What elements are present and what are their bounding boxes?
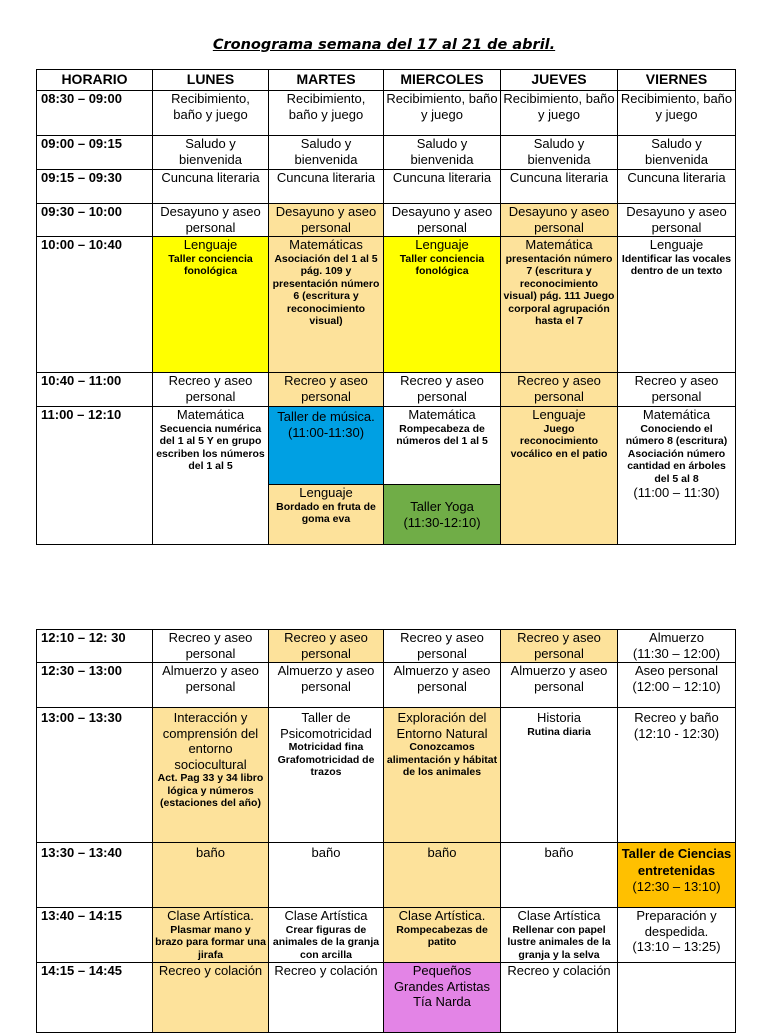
cell-recreo: Recreo y aseo personal bbox=[618, 373, 736, 407]
cell-cuncuna: Cuncuna literaria bbox=[384, 170, 501, 204]
table-row bbox=[37, 663, 736, 708]
cell-colacion: Recreo y colación bbox=[501, 963, 618, 1033]
cell-desayuno: Desayuno y aseo personal bbox=[501, 204, 618, 237]
time-cell: 14:15 – 14:45 bbox=[37, 963, 153, 1033]
cell-recreo: Recreo y aseo personal bbox=[153, 630, 269, 663]
activity-title: Taller Yoga bbox=[410, 499, 474, 514]
table-row bbox=[37, 963, 736, 1033]
activity-title: Matemática bbox=[408, 407, 476, 422]
activity-title: Lenguaje bbox=[183, 237, 238, 252]
cell-taller-ciencias bbox=[618, 843, 736, 908]
cell-recreo: Recreo y aseo personal bbox=[501, 630, 618, 663]
cell-miercoles-1340 bbox=[384, 908, 501, 963]
cell-recibimiento: Recibimiento, baño y juego bbox=[384, 91, 501, 136]
cell-lunes-1100 bbox=[153, 407, 269, 545]
table-row bbox=[37, 237, 736, 373]
cell-viernes-1340 bbox=[618, 908, 736, 963]
activity-detail: Asociación del 1 al 5 pág. 109 y presentación número 6 (escritura y reconocimiento visual) bbox=[272, 252, 380, 327]
header-miercoles: MIERCOLES bbox=[384, 70, 501, 91]
cell-desayuno: Desayuno y aseo personal bbox=[618, 204, 736, 237]
cell-cuncuna: Cuncuna literaria bbox=[269, 170, 384, 204]
activity-title: Historia bbox=[536, 710, 582, 725]
cell-miercoles-yoga bbox=[384, 485, 501, 545]
header-viernes: VIERNES bbox=[618, 70, 736, 91]
activity-title: Lenguaje bbox=[299, 485, 353, 500]
cell-bano: baño bbox=[269, 843, 384, 908]
cell-almuerzo: Almuerzo y aseo personal bbox=[384, 663, 501, 708]
page-title: Cronograma semana del 17 al 21 de abril. bbox=[212, 37, 556, 53]
cell-recreo: Recreo y aseo personal bbox=[384, 373, 501, 407]
cell-saludo: Saludo y bienvenida bbox=[618, 136, 736, 170]
cell-viernes-aseo bbox=[618, 663, 736, 708]
table-row bbox=[37, 170, 736, 204]
activity-detail: Rompecabeza de números del 1 al 5 bbox=[396, 422, 488, 447]
cell-martes-1000 bbox=[269, 237, 384, 373]
activity-title: Taller de música. bbox=[277, 409, 375, 424]
cell-bano: baño bbox=[384, 843, 501, 908]
cell-cuncuna: Cuncuna literaria bbox=[501, 170, 618, 204]
cell-desayuno: Desayuno y aseo personal bbox=[153, 204, 269, 237]
time-cell: 13:00 – 13:30 bbox=[37, 708, 153, 843]
activity-time: (12:00 – 12:10) bbox=[632, 678, 721, 694]
time-cell: 09:15 – 09:30 bbox=[37, 170, 153, 204]
activity-time: (11:00 – 11:30) bbox=[633, 485, 720, 500]
activity-title: Almuerzo bbox=[649, 630, 704, 645]
cell-lunes-1000 bbox=[153, 237, 269, 373]
table-row bbox=[37, 204, 736, 237]
cell-recreo: Recreo y aseo personal bbox=[153, 373, 269, 407]
cell-martes-musica bbox=[269, 407, 384, 485]
cell-bano: baño bbox=[501, 843, 618, 908]
cell-almuerzo: Almuerzo y aseo personal bbox=[269, 663, 384, 708]
activity-detail: Plasmar mano y brazo para formar una jirafa bbox=[155, 923, 266, 961]
table-row bbox=[37, 407, 736, 485]
cell-saludo: Saludo y bienvenida bbox=[269, 136, 384, 170]
activity-detail: Crear figuras de animales de la granja con arcilla bbox=[272, 923, 380, 961]
header-lunes: LUNES bbox=[153, 70, 269, 91]
activity-detail: Act. Pag 33 y 34 libro lógica y números (estaciones del año) bbox=[157, 772, 264, 809]
activity-title: Lenguaje bbox=[649, 237, 704, 252]
cell-viernes-almuerzo bbox=[618, 630, 736, 663]
header-horario: HORARIO bbox=[37, 70, 153, 91]
activity-time: (11:30 – 12:00) bbox=[632, 645, 721, 661]
activity-detail: Rompecabezas de patito bbox=[396, 923, 488, 948]
activity-detail: Secuencia numérica del 1 al 5 Y en grupo escriben los números del 1 al 5 bbox=[156, 422, 265, 472]
table-row bbox=[37, 373, 736, 407]
time-cell: 12:10 – 12: 30 bbox=[37, 630, 153, 663]
cell-colacion: Recreo y colación bbox=[153, 963, 269, 1033]
cell-miercoles-1000 bbox=[384, 237, 501, 373]
time-cell: 09:00 – 09:15 bbox=[37, 136, 153, 170]
cell-martes-1300 bbox=[269, 708, 384, 843]
activity-title: Interacción y comprensión del entorno sociocultural bbox=[162, 710, 259, 772]
cell-recibimiento: Recibimiento, baño y juego bbox=[269, 91, 384, 136]
cell-cuncuna: Cuncuna literaria bbox=[618, 170, 736, 204]
activity-title: Clase Artística. bbox=[167, 908, 254, 923]
cell-lunes-1300 bbox=[153, 708, 269, 843]
header-martes: MARTES bbox=[269, 70, 384, 91]
cell-martes-lenguaje bbox=[269, 485, 384, 545]
activity-detail: Identificar las vocales dentro de un texto bbox=[621, 252, 732, 277]
activity-title: Aseo personal bbox=[634, 663, 719, 678]
time-cell: 11:00 – 12:10 bbox=[37, 407, 153, 545]
cell-lunes-1340 bbox=[153, 908, 269, 963]
activity-title: Exploración del Entorno Natural bbox=[396, 710, 488, 741]
activity-detail: Motricidad fina Grafomotricidad de trazos bbox=[277, 741, 375, 778]
time-cell: 10:40 – 11:00 bbox=[37, 373, 153, 407]
activity-detail: Rutina diaria bbox=[527, 725, 591, 738]
cell-bano: baño bbox=[153, 843, 269, 908]
activity-detail: Conozcamos alimentación y hábitat de los animales bbox=[386, 741, 498, 778]
activity-time: (11:00-11:30) bbox=[287, 424, 365, 440]
cell-miercoles-1300 bbox=[384, 708, 501, 843]
cell-colacion: Recreo y colación bbox=[269, 963, 384, 1033]
cell-pequenos-artistas: Pequeños Grandes Artistas Tía Narda bbox=[384, 963, 501, 1033]
table-row bbox=[37, 908, 736, 963]
cell-jueves-1100 bbox=[501, 407, 618, 545]
schedule-table-afternoon bbox=[36, 629, 736, 1033]
cell-saludo: Saludo y bienvenida bbox=[384, 136, 501, 170]
time-cell: 12:30 – 13:00 bbox=[37, 663, 153, 708]
table-row bbox=[37, 843, 736, 908]
activity-title: Matemática bbox=[176, 407, 245, 422]
table-row bbox=[37, 91, 736, 136]
cell-recreo: Recreo y aseo personal bbox=[269, 373, 384, 407]
table-row bbox=[37, 630, 736, 663]
activity-title: Clase Artística. bbox=[398, 908, 486, 923]
cell-martes-1340 bbox=[269, 908, 384, 963]
activity-detail: presentación número 7 (escritura y reconocimiento visual) pág. 111 Juego corporal agrupación hasta el 7 bbox=[503, 252, 615, 327]
cell-jueves-1340 bbox=[501, 908, 618, 963]
activity-detail: Taller conciencia fonológica bbox=[399, 252, 485, 277]
activity-title: Matemáticas bbox=[289, 237, 363, 252]
cell-almuerzo: Almuerzo y aseo personal bbox=[153, 663, 269, 708]
time-cell: 10:00 – 10:40 bbox=[37, 237, 153, 373]
activity-title: Taller de Ciencias entretenidas bbox=[621, 846, 732, 878]
cell-desayuno: Desayuno y aseo personal bbox=[269, 204, 384, 237]
cell-recibimiento: Recibimiento, baño y juego bbox=[501, 91, 618, 136]
activity-time: (11:30-12:10) bbox=[403, 514, 481, 530]
cell-recibimiento: Recibimiento, baño y juego bbox=[153, 91, 269, 136]
activity-detail: Conociendo el número 8 (escritura) Asociación número cantidad en árboles del 5 al 8 bbox=[625, 422, 728, 485]
schedule-table-morning bbox=[36, 69, 736, 545]
cell-desayuno: Desayuno y aseo personal bbox=[384, 204, 501, 237]
cell-viernes-1300 bbox=[618, 708, 736, 843]
table-row bbox=[37, 708, 736, 843]
activity-detail: Bordado en fruta de goma eva bbox=[276, 500, 376, 525]
time-cell: 13:30 – 13:40 bbox=[37, 843, 153, 908]
table-row bbox=[37, 136, 736, 170]
activity-title: Clase Artística bbox=[517, 908, 601, 923]
header-jueves: JUEVES bbox=[501, 70, 618, 91]
cell-empty bbox=[618, 963, 736, 1033]
cell-recreo: Recreo y aseo personal bbox=[384, 630, 501, 663]
time-cell: 08:30 – 09:00 bbox=[37, 91, 153, 136]
cell-recreo: Recreo y aseo personal bbox=[501, 373, 618, 407]
activity-time: (12:30 – 13:10) bbox=[632, 879, 721, 894]
activity-detail: Taller conciencia fonológica bbox=[168, 252, 253, 277]
activity-title: Clase Artística bbox=[284, 908, 368, 923]
activity-title: Matemática bbox=[525, 237, 593, 252]
time-cell: 09:30 – 10:00 bbox=[37, 204, 153, 237]
activity-title: Lenguaje bbox=[415, 237, 469, 252]
cell-recreo: Recreo y aseo personal bbox=[269, 630, 384, 663]
activity-title: Recreo y baño bbox=[634, 710, 719, 725]
time-cell: 13:40 – 14:15 bbox=[37, 908, 153, 963]
cell-miercoles-1100 bbox=[384, 407, 501, 485]
cell-jueves-1000 bbox=[501, 237, 618, 373]
cell-cuncuna: Cuncuna literaria bbox=[153, 170, 269, 204]
cell-viernes-1100 bbox=[618, 407, 736, 545]
activity-detail: Juego reconocimiento vocálico en el patio bbox=[510, 422, 608, 460]
cell-almuerzo: Almuerzo y aseo personal bbox=[501, 663, 618, 708]
cell-jueves-1300 bbox=[501, 708, 618, 843]
activity-time: (12:10 - 12:30) bbox=[633, 725, 720, 741]
activity-title: Matemática bbox=[642, 407, 711, 422]
cell-saludo: Saludo y bienvenida bbox=[153, 136, 269, 170]
activity-time: (13:10 – 13:25) bbox=[632, 939, 721, 954]
activity-detail: Rellenar con papel lustre animales de la granja y la selva bbox=[507, 923, 611, 961]
activity-title: Taller de Psicomotricidad bbox=[280, 710, 372, 741]
cell-viernes-1000 bbox=[618, 237, 736, 373]
cell-saludo: Saludo y bienvenida bbox=[501, 136, 618, 170]
header-row bbox=[37, 70, 736, 91]
activity-title: Preparación y despedida. bbox=[636, 908, 717, 939]
activity-title: Lenguaje bbox=[532, 407, 586, 422]
cell-recibimiento: Recibimiento, baño y juego bbox=[618, 91, 736, 136]
